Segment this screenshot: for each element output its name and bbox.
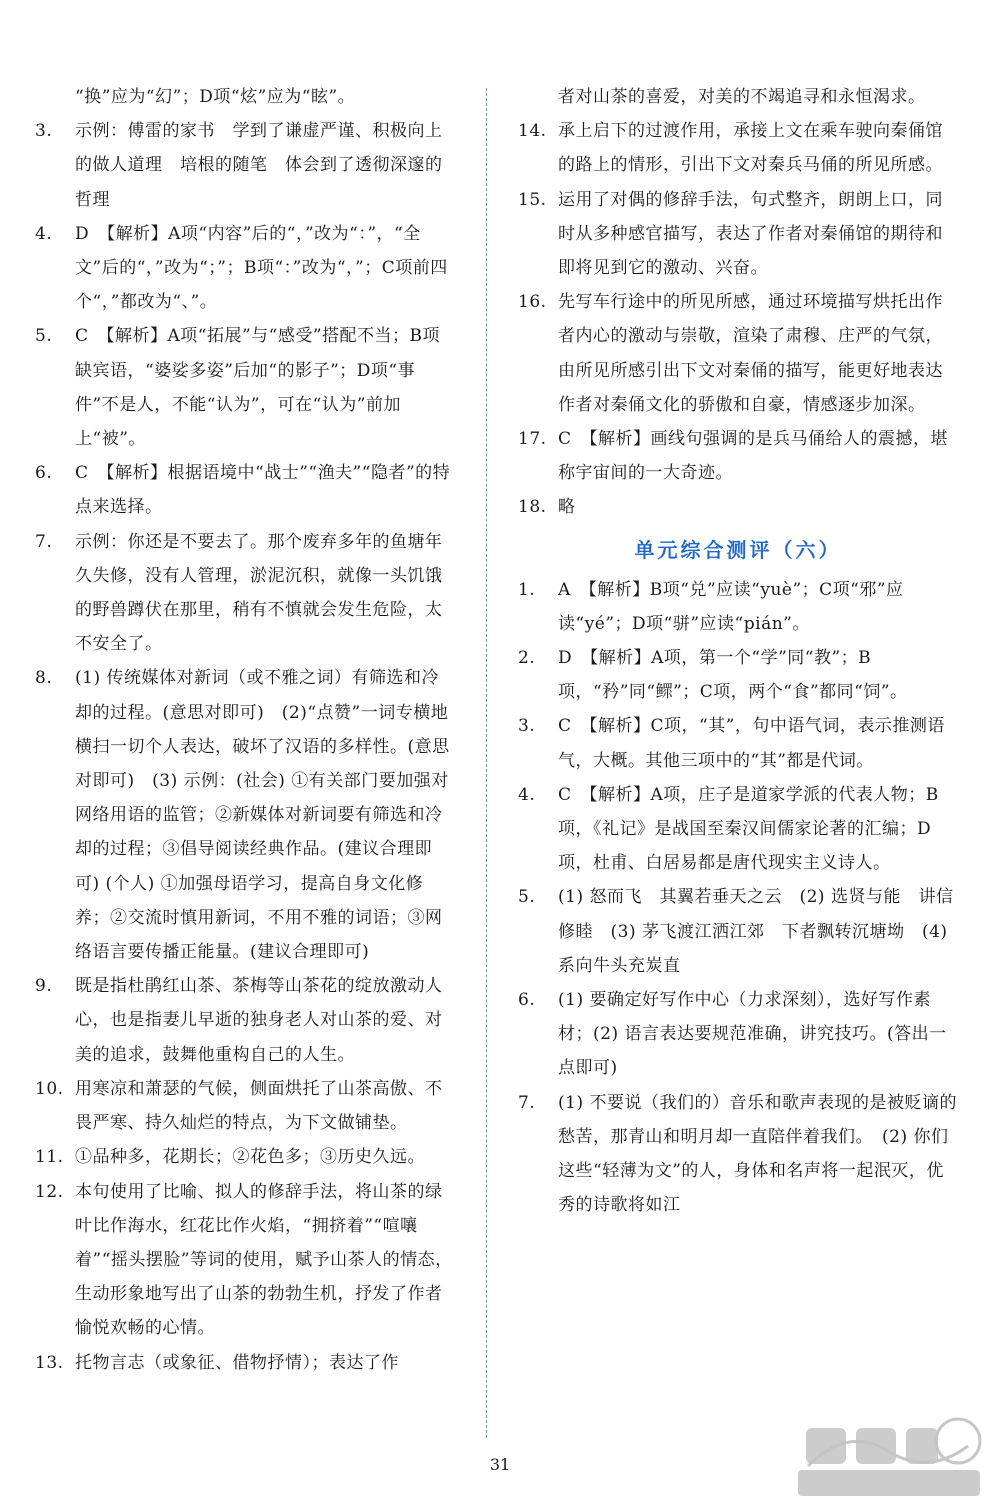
answer-item bbox=[518, 80, 958, 114]
answer-item bbox=[35, 1072, 455, 1140]
right-column bbox=[518, 80, 958, 1223]
answer-number: 4. bbox=[518, 784, 536, 805]
watermark-logo bbox=[788, 1406, 988, 1501]
answer-number: 1. bbox=[518, 579, 536, 600]
answer-item bbox=[35, 661, 455, 969]
answer-item bbox=[35, 319, 455, 456]
answer-item bbox=[35, 217, 455, 320]
answer-text: D 【解析】A项，第一个“学”同“教”；B项，“矜”同“鳏”；C项，两个“食”都同“饲”。 bbox=[558, 648, 908, 703]
answer-text: (1) 传统媒体对新词（或不雅之词）有筛选和冷却的过程。(意思对即可) (2)“点赞”一词专横地横扫一切个人表达，破坏了汉语的多样性。(意思对即可) (3) 示例：(社会) ①有关部门要加强对网络用语的监管；②新媒体对新词要有筛选和冷却的过程；③倡导阅读经典作品。(建议合理即可) (个人) ①加强母语学习，提高自身文化修养；②交流时慎用新词，不用不雅的词语；③网络语言要传播正能量。(建议合理即可) bbox=[75, 668, 450, 963]
answer-item bbox=[35, 1140, 455, 1174]
answer-text: 本句使用了比喻、拟人的修辞手法，将山茶的绿叶比作海水，红花比作火焰，“拥挤着”“喧嚷着”“摇头摆脸”等词的使用，赋予山茶人的情态，生动形象地写出了山茶的勃勃生机，抒发了作者愉悦欢畅的心情。 bbox=[75, 1181, 453, 1339]
answer-item bbox=[518, 1086, 958, 1223]
answer-number: 17. bbox=[518, 429, 547, 450]
answer-item bbox=[35, 1346, 455, 1380]
answer-number: 16. bbox=[518, 292, 547, 313]
answer-item bbox=[35, 456, 455, 524]
answer-number: 11. bbox=[35, 1147, 64, 1168]
answer-number: 4. bbox=[35, 223, 53, 244]
answer-item bbox=[518, 422, 958, 490]
answer-item bbox=[518, 114, 958, 182]
answer-text: 示例：你还是不要去了。那个废弃多年的鱼塘年久失修，没有人管理，淤泥沉积，就像一头饥饿的野兽蹲伏在那里，稍有不慎就会发生危险，太不安全了。 bbox=[75, 531, 443, 655]
answer-item bbox=[518, 183, 958, 286]
answer-text: 示例：傅雷的家书 学到了谦虚严谨、积极向上的做人道理 培根的随笔 体会到了透彻深邃的哲理 bbox=[75, 121, 443, 210]
answer-number: 7. bbox=[518, 1092, 536, 1113]
answer-item bbox=[518, 490, 958, 524]
answer-item bbox=[518, 983, 958, 1086]
answer-text: 者对山茶的喜爱，对美的不竭追寻和永恒渴求。 bbox=[558, 87, 926, 107]
answer-item bbox=[35, 114, 455, 217]
answer-item bbox=[35, 80, 455, 114]
answer-number: 6. bbox=[35, 463, 53, 484]
section-title: 单元综合测评（六） bbox=[634, 537, 842, 562]
answer-item bbox=[518, 778, 958, 881]
answers-block-unit-six bbox=[518, 573, 958, 1223]
answer-text: 用寒凉和萧瑟的气候，侧面烘托了山茶高傲、不畏严寒、持久灿烂的特点，为下文做铺垫。 bbox=[75, 1078, 443, 1134]
answer-item bbox=[518, 285, 958, 422]
answer-text: A 【解析】B项“兑”应读“yuè”；C项“邪”应读“yé”；D项“骈”应读“pián”。 bbox=[558, 579, 904, 634]
answer-number: 3. bbox=[518, 716, 536, 737]
answer-number: 2. bbox=[518, 648, 536, 669]
answer-text: 既是指杜鹃红山茶、茶梅等山茶花的绽放激动人心，也是指妻儿早逝的独身老人对山茶的爱、对美的追求，鼓舞他重构自己的人生。 bbox=[75, 976, 443, 1065]
answer-item bbox=[518, 641, 958, 709]
answer-number: 5. bbox=[518, 887, 536, 908]
answer-number: 15. bbox=[518, 189, 547, 210]
answer-number: 3. bbox=[35, 121, 53, 142]
answer-text: 运用了对偶的修辞手法，句式整齐，朗朗上口，同时从多种感官描写，表达了作者对秦俑馆的期待和即将见到它的激动、兴奋。 bbox=[558, 189, 943, 279]
answer-number: 12. bbox=[35, 1181, 64, 1202]
answer-number: 18. bbox=[518, 497, 547, 518]
answer-number: 5. bbox=[35, 326, 53, 347]
answer-text: ①品种多，花期长；②花色多；③历史久远。 bbox=[75, 1147, 425, 1168]
answer-item bbox=[518, 573, 958, 641]
answer-number: 13. bbox=[35, 1352, 64, 1373]
answer-text: (1) 不要说（我们的）音乐和歌声表现的是被贬谪的愁苦，那青山和明月却一直陪伴着我们。 (2) 你们这些“轻薄为文”的人，身体和名声将一起泯灭，优秀的诗歌将如江 bbox=[558, 1092, 957, 1216]
answer-text: “换”应为“幻”；D项“炫”应为“眩”。 bbox=[75, 87, 356, 107]
answer-item bbox=[518, 880, 958, 983]
answer-number: 8. bbox=[35, 668, 53, 689]
answer-number: 9. bbox=[35, 976, 53, 997]
answer-text: C 【解析】画线句强调的是兵马俑给人的震撼，堪称宇宙间的一大奇迹。 bbox=[558, 429, 949, 484]
answer-item bbox=[35, 969, 455, 1072]
answer-text: 略 bbox=[558, 497, 576, 518]
answer-text: 承上启下的过渡作用，承接上文在乘车驶向秦俑馆的路上的情形，引出下文对秦兵马俑的所见所感。 bbox=[558, 121, 943, 176]
answer-item bbox=[35, 525, 455, 662]
answer-text: C 【解析】根据语境中“战士”“渔夫”“隐者”的特点来选择。 bbox=[75, 463, 451, 518]
answer-number: 7. bbox=[35, 531, 53, 552]
answer-text: 先写车行途中的所见所感，通过环境描写烘托出作者内心的激动与崇敬，渲染了肃穆、庄严的气氛，由所见所感引出下文对秦俑的描写，能更好地表达作者对秦俑文化的骄傲和自豪，情感逐步加深。 bbox=[558, 292, 943, 415]
answer-text: C 【解析】C项，“其”，句中语气词，表示推测语气，大概。其他三项中的“其”都是代词。 bbox=[558, 716, 945, 771]
answers-block-continued bbox=[518, 80, 958, 525]
answer-number: 10. bbox=[35, 1078, 64, 1099]
answer-number: 6. bbox=[518, 990, 536, 1011]
page-number: 31 bbox=[489, 1455, 511, 1474]
answer-item bbox=[35, 1175, 455, 1346]
column-divider bbox=[486, 88, 487, 1438]
answer-text: (1) 要确定好写作中心（力求深刻），选好写作素材；(2) 语言表达要规范准确，讲究技巧。(答出一点即可) bbox=[558, 990, 947, 1079]
answer-text: C 【解析】A项“拓展”与“感受”搭配不当；B项缺宾语，“婆娑多姿”后加“的影子”；D项“事件”不是人，不能“认为”，可在“认为”前加上“被”。 bbox=[75, 326, 441, 450]
answer-text: C 【解析】A项，庄子是道家学派的代表人物；B项，《礼记》是战国至秦汉间儒家论著的汇编；D项，杜甫、白居易都是唐代现实主义诗人。 bbox=[558, 784, 939, 874]
answer-text: (1) 怒而飞 其翼若垂天之云 (2) 选贤与能 讲信修睦 (3) 茅飞渡江洒江郊 下者飘转沉塘坳 (4) 系向牛头充炭直 bbox=[558, 887, 954, 976]
answer-number: 14. bbox=[518, 121, 547, 142]
answer-item bbox=[518, 709, 958, 777]
left-column bbox=[35, 80, 455, 1380]
answer-text: 托物言志（或象征、借物抒情）；表达了作 bbox=[75, 1352, 399, 1373]
answer-text: D 【解析】A项“内容”后的“，”改为“：”，“全文”后的“，”改为“；”；B项“：”改为“，”；C项前四个“，”都改为“、”。 bbox=[75, 223, 448, 313]
